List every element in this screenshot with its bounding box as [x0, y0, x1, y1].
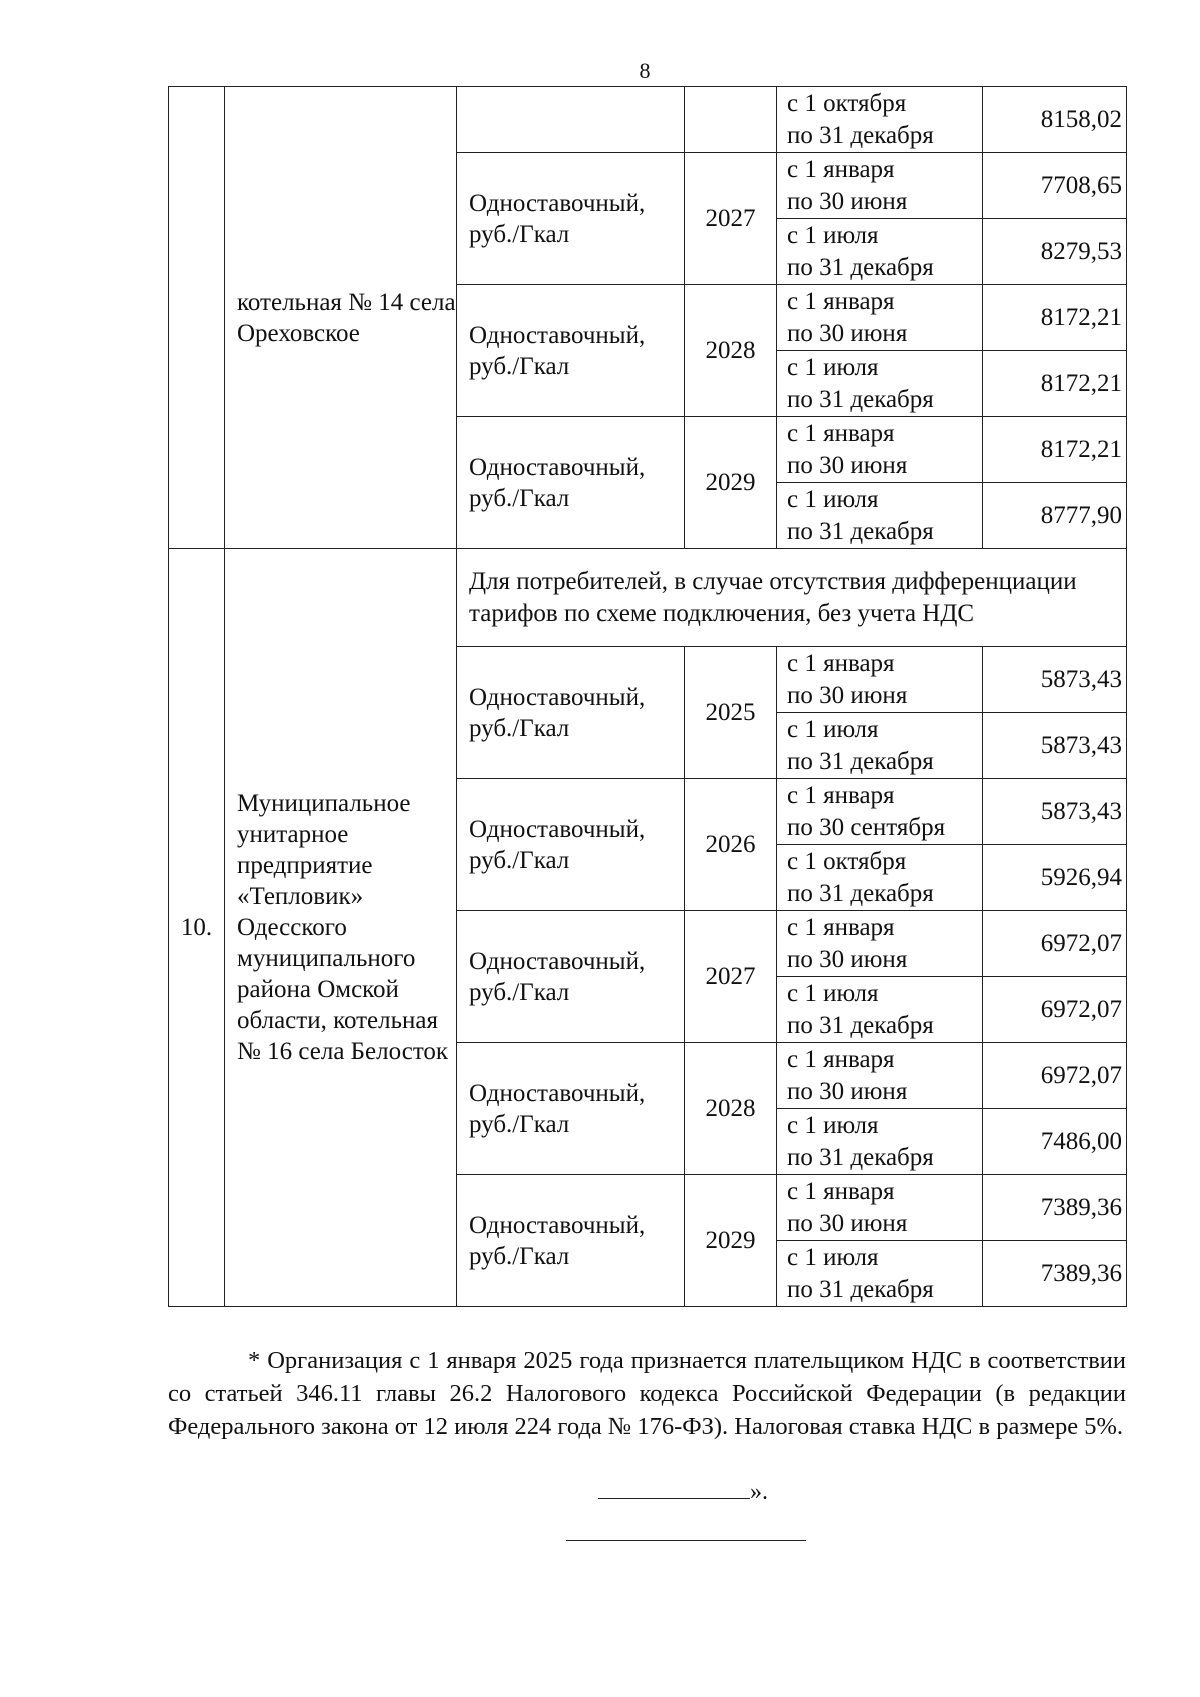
table-row: [169, 549, 1127, 647]
end-divider: [566, 1540, 806, 1541]
tariff-type-cell: Одноставочный, руб./Гкал: [457, 285, 685, 417]
period-to: по 30 июня: [787, 945, 908, 973]
tariff-value: 8172,21: [983, 351, 1127, 417]
period-to: по 30 июня: [787, 187, 908, 215]
period-cell: [777, 647, 983, 713]
tariff-value: 7486,00: [983, 1109, 1127, 1175]
period-to: по 30 июня: [787, 1077, 908, 1105]
period-from: с 1 января: [787, 649, 895, 677]
tariff-value: 5873,43: [983, 779, 1127, 845]
period-cell: [777, 417, 983, 483]
tariff-type-cell: Одноставочный, руб./Гкал: [457, 1043, 685, 1175]
tariff-value: 5926,94: [983, 845, 1127, 911]
period-cell: [777, 1175, 983, 1241]
period-to: по 30 июня: [787, 1209, 908, 1237]
period-cell: [777, 153, 983, 219]
closing-mark: ».: [750, 1479, 768, 1505]
period-to: по 31 декабря: [787, 1143, 934, 1171]
tariff-value: 8279,53: [983, 219, 1127, 285]
period-from: с 1 января: [787, 913, 895, 941]
tariff-type-cell: Одноставочный, руб./Гкал: [457, 417, 685, 549]
period-from: с 1 июля: [787, 715, 879, 743]
period-to: по 30 июня: [787, 451, 908, 479]
tariff-value: 8777,90: [983, 483, 1127, 549]
tariff-type-cell: [457, 87, 685, 153]
period-cell: [777, 911, 983, 977]
year-cell: 2027: [685, 153, 777, 285]
year-cell: 2028: [685, 285, 777, 417]
org-name-cell: котельная № 14 села Ореховское: [225, 87, 457, 549]
tariff-type-cell: Одноставочный, руб./Гкал: [457, 911, 685, 1043]
tariff-type-cell: Одноставочный, руб./Гкал: [457, 153, 685, 285]
period-from: с 1 января: [787, 419, 895, 447]
period-to: по 31 декабря: [787, 517, 934, 545]
tariff-value: 7389,36: [983, 1241, 1127, 1307]
tariff-type-cell: Одноставочный, руб./Гкал: [457, 1175, 685, 1307]
tariff-value: 6972,07: [983, 911, 1127, 977]
tariff-table: [168, 86, 1127, 1307]
period-cell: [777, 483, 983, 549]
period-cell: [777, 977, 983, 1043]
period-to: по 31 декабря: [787, 385, 934, 413]
footnote-text: * Организация с 1 января 2025 года признается плательщиком НДС в соответствии со статьей 346.11 главы 26.2 Налогового кодекса Российской Федерации (в редакции Федерального закона от 12 июля 224 года № 176-ФЗ). Налоговая ставка НДС в размере 5%.: [168, 1347, 1126, 1440]
period-from: с 1 января: [787, 287, 895, 315]
period-cell: [777, 779, 983, 845]
table-row: [169, 87, 1127, 153]
period-to: по 30 июня: [787, 681, 908, 709]
period-to: по 31 декабря: [787, 253, 934, 281]
period-from: с 1 января: [787, 155, 895, 183]
year-cell: 2028: [685, 1043, 777, 1175]
org-number-cell: 10.: [169, 549, 225, 1307]
period-cell: [777, 285, 983, 351]
period-to: по 31 декабря: [787, 1275, 934, 1303]
period-to: по 31 декабря: [787, 879, 934, 907]
tariff-type-cell: Одноставочный, руб./Гкал: [457, 779, 685, 911]
year-cell: 2029: [685, 417, 777, 549]
period-from: с 1 июля: [787, 221, 879, 249]
tariff-value: 7389,36: [983, 1175, 1127, 1241]
period-from: с 1 октября: [787, 89, 907, 117]
tariff-value: 8158,02: [983, 87, 1127, 153]
footnote: [168, 1344, 1126, 1443]
tariff-value: 8172,21: [983, 285, 1127, 351]
year-cell: 2027: [685, 911, 777, 1043]
period-to: по 30 июня: [787, 319, 908, 347]
period-from: с 1 октября: [787, 847, 907, 875]
period-cell: [777, 87, 983, 153]
tariff-value: 6972,07: [983, 977, 1127, 1043]
tariff-value: 7708,65: [983, 153, 1127, 219]
period-from: с 1 июля: [787, 1111, 879, 1139]
period-from: с 1 июля: [787, 485, 879, 513]
year-cell: 2025: [685, 647, 777, 779]
consumer-note: Для потребителей, в случае отсутствия дифференциации тарифов по схеме подключения, без учета НДС: [457, 549, 1127, 647]
period-cell: [777, 1241, 983, 1307]
org-name-cell: Муниципальное унитарное предприятие «Тепловик» Одесского муниципального района Омской области, котельная № 16 села Белосток: [225, 549, 457, 1307]
period-cell: [777, 845, 983, 911]
period-to: по 31 декабря: [787, 121, 934, 149]
tariff-value: 5873,43: [983, 647, 1127, 713]
year-cell: 2029: [685, 1175, 777, 1307]
tariff-value: 8172,21: [983, 417, 1127, 483]
period-from: с 1 июля: [787, 1243, 879, 1271]
page-number: 8: [639, 58, 651, 83]
period-cell: [777, 219, 983, 285]
period-to: по 30 сентября: [787, 813, 946, 841]
period-cell: [777, 351, 983, 417]
year-cell: [685, 87, 777, 153]
blank-underline: [598, 1478, 750, 1499]
period-cell: [777, 1109, 983, 1175]
period-cell: [777, 713, 983, 779]
period-from: с 1 января: [787, 781, 895, 809]
period-to: по 31 декабря: [787, 1011, 934, 1039]
period-to: по 31 декабря: [787, 747, 934, 775]
period-from: с 1 июля: [787, 979, 879, 1007]
closing-line: [598, 1478, 768, 1506]
period-from: с 1 июля: [787, 353, 879, 381]
org-number-cell: [169, 87, 225, 549]
tariff-type-cell: Одноставочный, руб./Гкал: [457, 647, 685, 779]
tariff-value: 5873,43: [983, 713, 1127, 779]
period-cell: [777, 1043, 983, 1109]
year-cell: 2026: [685, 779, 777, 911]
tariff-value: 6972,07: [983, 1043, 1127, 1109]
period-from: с 1 января: [787, 1045, 895, 1073]
period-from: с 1 января: [787, 1177, 895, 1205]
